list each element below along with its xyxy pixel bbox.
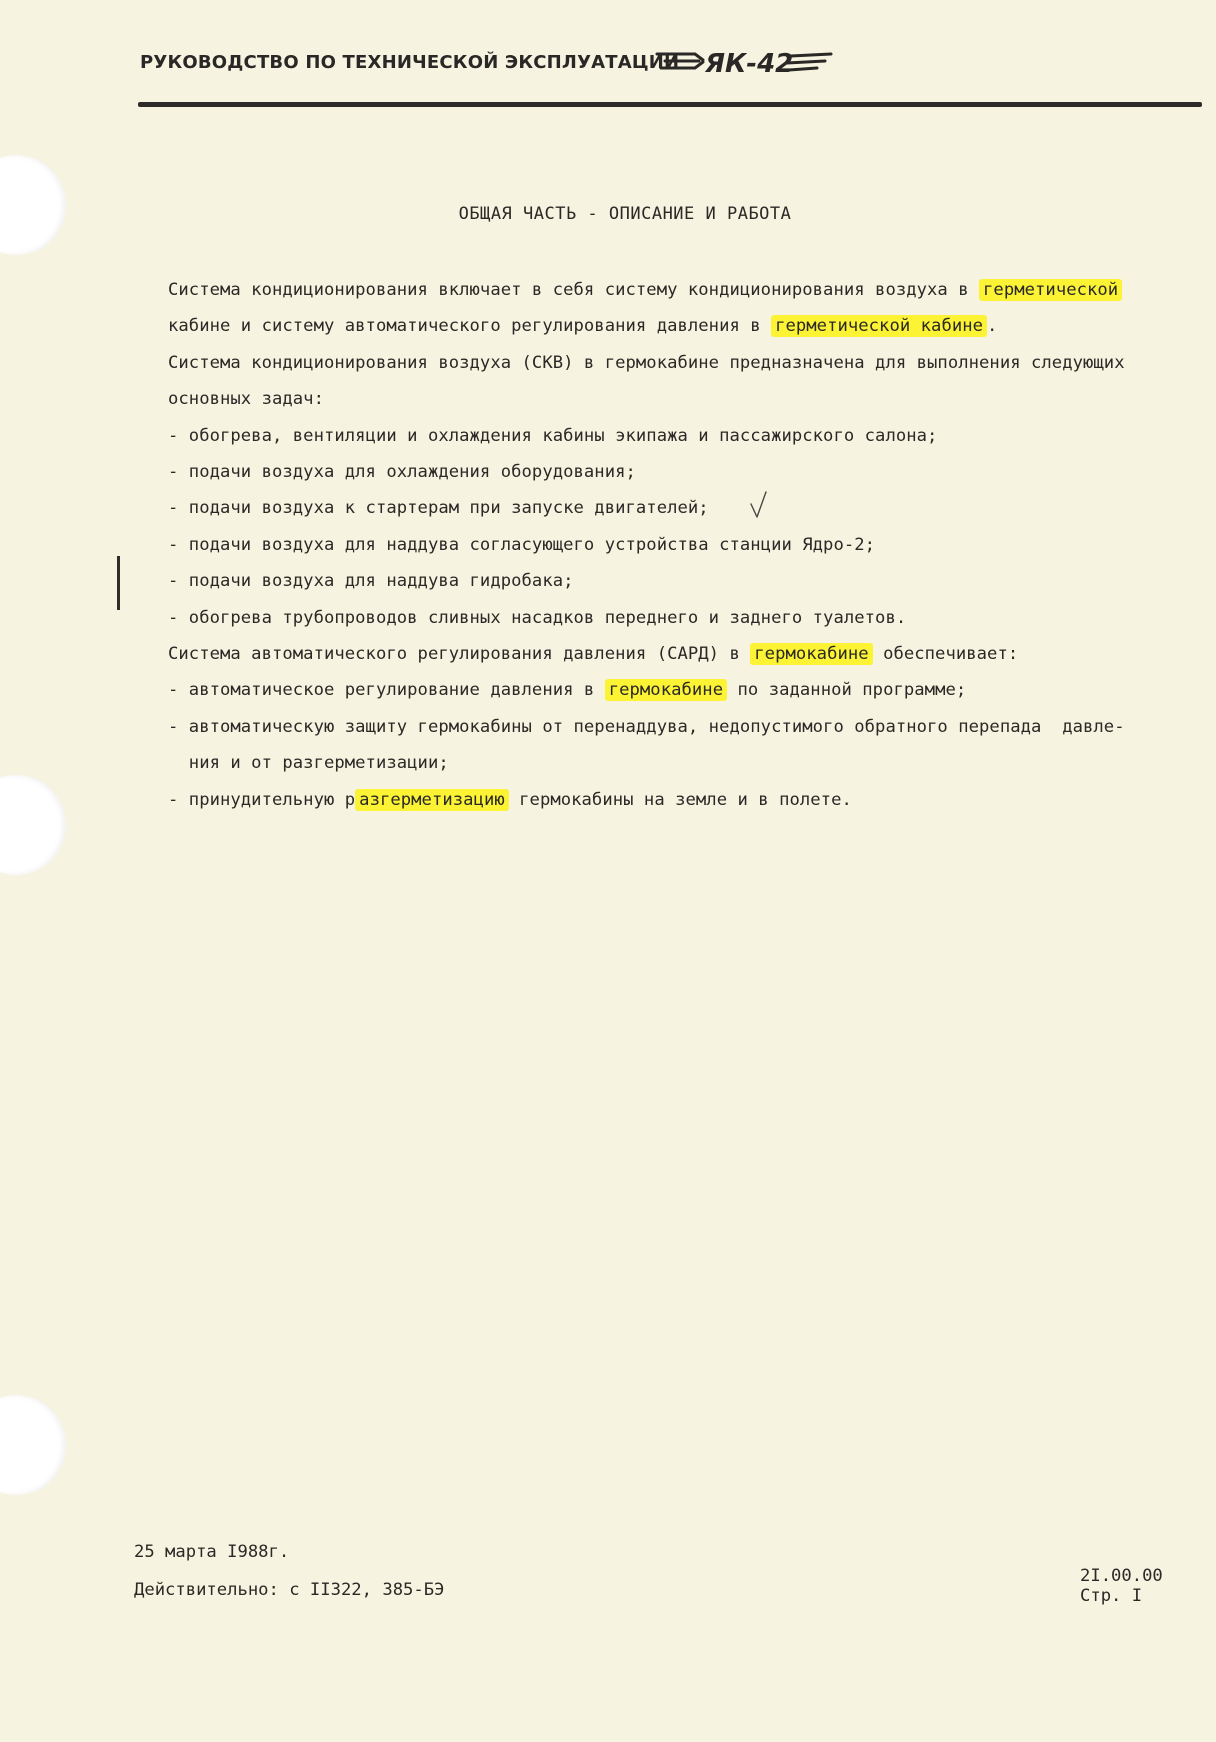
text-line [168, 387, 324, 411]
text-segment: - автоматическую защиту гермокабины от перенаддува, недопустимого обратного перепада давле- [168, 716, 1125, 737]
yak-42-logo [655, 46, 835, 80]
text-segment: - принудительную р [168, 789, 356, 810]
text-segment: . [987, 316, 998, 337]
section-heading [0, 204, 1216, 224]
text-segment: - подачи воздуха к стартерам при запуске двигателей; [168, 498, 709, 519]
highlighted-text: герметической кабине [771, 315, 987, 337]
text-line [168, 424, 937, 448]
highlighted-text: герметической [979, 279, 1122, 301]
text-line [168, 278, 1122, 302]
text-segment: обеспечивает: [872, 644, 1019, 664]
text-line [168, 678, 966, 702]
punch-hole [0, 1395, 66, 1495]
highlighted-text: гермокабине [605, 679, 727, 701]
text-segment: - автоматическое регулирование давления в [168, 680, 605, 701]
text-line [168, 314, 997, 338]
text-segment: Система кондиционирования воздуха (СКВ) в гермокабине предназначена для выполнения следующих [168, 352, 1125, 373]
text-line [168, 533, 875, 557]
margin-change-bar [117, 556, 120, 610]
text-segment: кабине и систему автоматического регулирования давления в [168, 316, 772, 337]
text-line [168, 460, 636, 484]
text-line [168, 788, 852, 812]
highlighted-text: гермокабине [750, 643, 872, 665]
text-line [168, 606, 906, 630]
footer-date: 25 марта I988г. [134, 1542, 290, 1562]
logo-text: ЯК-42 [705, 49, 794, 79]
text-segment: - подачи воздуха для наддува согласующего устройства станции Ядро-2; [168, 534, 876, 555]
header-rule [138, 102, 1202, 107]
text-segment: ния и от разгерметизации; [168, 753, 449, 774]
highlighted-text: азгерметизацию [355, 789, 509, 811]
text-segment: основных задач: [168, 389, 324, 410]
section-heading-text: ОБЩАЯ ЧАСТЬ - ОПИСАНИЕ И РАБОТА [458, 204, 792, 224]
manual-title: РУКОВОДСТВО ПО ТЕХНИЧЕСКОЙ ЭКСПЛУАТАЦИИ [140, 52, 680, 73]
text-segment: Система автоматического регулирования давления (САРД) в [168, 644, 751, 664]
handwritten-check-icon [749, 490, 769, 520]
text-line [168, 569, 574, 593]
footer-doc-code: 2I.00.00 [1080, 1566, 1163, 1586]
text-line [168, 642, 1018, 666]
text-segment: Система кондиционирования включает в себя систему кондиционирования воздуха в [168, 280, 980, 300]
text-line [168, 751, 449, 775]
text-segment: - подачи воздуха для наддува гидробака; [168, 571, 574, 592]
text-line [168, 351, 1125, 375]
text-segment: гермокабины на земле и в полете. [508, 789, 852, 810]
footer-page-number: Стр. I [1080, 1586, 1143, 1606]
text-line [168, 496, 709, 520]
footer-validity: Действительно: с II322, 385-БЭ [134, 1580, 445, 1600]
text-segment: - обогрева, вентиляции и охлаждения кабины экипажа и пассажирского салона; [168, 425, 938, 446]
text-segment: - обогрева трубопроводов сливных насадков переднего и заднего туалетов. [168, 607, 907, 628]
text-line [168, 715, 1125, 739]
text-segment: по заданной программе; [727, 680, 967, 701]
text-segment: - подачи воздуха для охлаждения оборудования; [168, 462, 636, 482]
punch-hole [0, 775, 66, 875]
